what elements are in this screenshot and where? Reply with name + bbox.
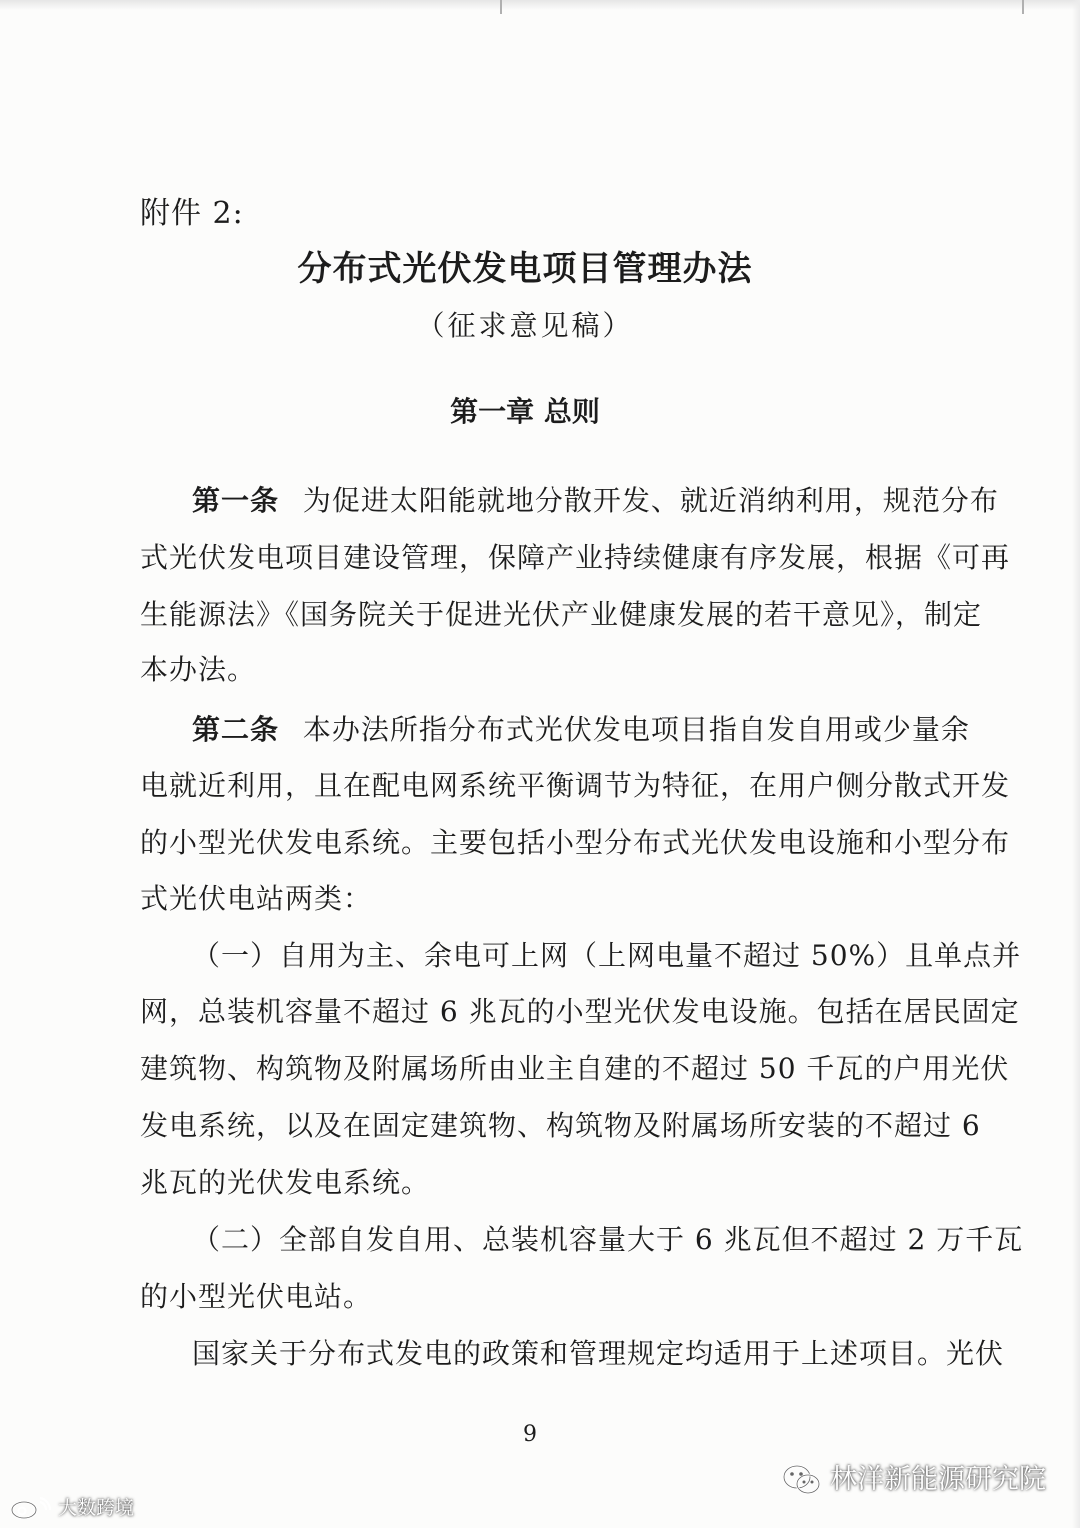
item2-line2: 的小型光伏电站。 — [140, 1280, 373, 1313]
article1-line2: 式光伏发电项目建设管理，保障产业持续健康有序发展，根据《可再 — [140, 541, 1011, 574]
watermark-source — [8, 1494, 134, 1522]
item1-line2: 网，总装机容量不超过 6 兆瓦的小型光伏发电设施。包括在居民固定 — [140, 995, 1020, 1028]
page-number: 9 — [523, 1422, 537, 1447]
article1-line4: 本办法。 — [140, 653, 257, 686]
article1-first-line — [192, 481, 999, 521]
article2-line4: 式光伏电站两类： — [140, 882, 373, 915]
article2-line3: 的小型光伏发电系统。主要包括小型分布式光伏发电设施和小型分布 — [140, 826, 1011, 859]
article2-first-line — [192, 710, 970, 750]
article1-line1: 为促进太阳能就地分散开发、就近消纳利用，规范分布 — [302, 484, 999, 517]
closing-line: 国家关于分布式发电的政策和管理规定均适用于上述项目。光伏 — [192, 1337, 1005, 1370]
scan-edge-top — [0, 0, 1080, 10]
watermark-publisher — [782, 1460, 1046, 1500]
item1-line5: 兆瓦的光伏发电系统。 — [140, 1166, 431, 1199]
watermark-publisher-text: 林洋新能源研究院 — [830, 1464, 1046, 1495]
article1-label: 第一条 — [192, 484, 280, 517]
article2-label: 第二条 — [192, 713, 280, 746]
watermark-source-text: 大数跨境 — [58, 1497, 135, 1519]
attachment-label: 附件 2: — [140, 196, 244, 231]
wechat-icon — [782, 1463, 822, 1497]
item1-line1: （一）自用为主、余电可上网（上网电量不超过 50%）且单点并 — [192, 939, 1022, 972]
article2-line1: 本办法所指分布式光伏发电项目指自发自用或少量余 — [302, 713, 970, 746]
item1-line4: 发电系统，以及在固定建筑物、构筑物及附属场所安装的不超过 6 — [140, 1109, 981, 1142]
chapter-heading: 第一章 总则 — [450, 395, 600, 428]
document-title: 分布式光伏发电项目管理办法 — [297, 249, 753, 289]
document-subtitle: （征求意见稿） — [416, 309, 634, 342]
article1-line3: 生能源法》《国务院关于促进光伏产业健康发展的若干意见》，制定 — [140, 598, 983, 631]
scan-edge-right — [1072, 0, 1080, 1528]
scan-mark-left — [500, 0, 502, 14]
weibo-icon — [8, 1496, 54, 1520]
item2-line1: （二）全部自发自用、总装机容量大于 6 兆瓦但不超过 2 万千瓦 — [192, 1223, 1024, 1256]
scan-mark-right — [1022, 0, 1024, 14]
article2-line2: 电就近利用，且在配电网系统平衡调节为特征，在用户侧分散式开发 — [140, 769, 1011, 802]
item1-line3: 建筑物、构筑物及附属场所由业主自建的不超过 50 千瓦的户用光伏 — [140, 1052, 1010, 1085]
